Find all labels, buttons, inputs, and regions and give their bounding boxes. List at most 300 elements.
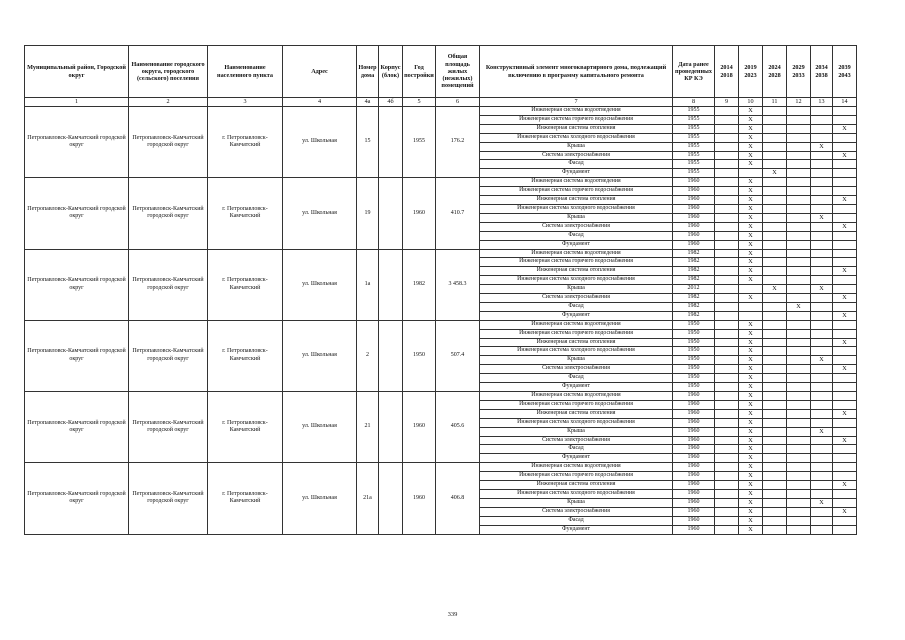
period-empty-cell	[787, 481, 811, 490]
period-empty-cell	[715, 427, 739, 436]
prev-repair-date-cell: 1950	[673, 329, 715, 338]
period-empty-cell	[715, 507, 739, 516]
column-number-row	[25, 98, 857, 107]
period-mark-cell: X	[739, 240, 763, 249]
period-empty-cell	[833, 276, 857, 285]
period-empty-cell	[715, 347, 739, 356]
period-mark-cell: X	[739, 267, 763, 276]
build-year-cell: 1982	[403, 249, 436, 320]
column-number: 3	[208, 98, 283, 107]
column-number: 10	[739, 98, 763, 107]
period-empty-cell	[787, 178, 811, 187]
period-empty-cell	[715, 302, 739, 311]
period-empty-cell	[763, 409, 787, 418]
period-empty-cell	[787, 445, 811, 454]
period-empty-cell	[739, 285, 763, 294]
period-empty-cell	[811, 374, 833, 383]
header-house-number: Номер дома	[357, 46, 379, 98]
period-empty-cell	[833, 489, 857, 498]
prev-repair-date-cell: 1960	[673, 454, 715, 463]
column-number: 5	[403, 98, 436, 107]
period-empty-cell	[833, 320, 857, 329]
period-empty-cell	[787, 285, 811, 294]
settlement-cell: Петропавловск-Камчатский городской округ	[129, 178, 208, 249]
period-empty-cell	[715, 516, 739, 525]
period-empty-cell	[763, 454, 787, 463]
period-empty-cell	[715, 160, 739, 169]
period-empty-cell	[763, 133, 787, 142]
house-number-cell: 21а	[357, 463, 379, 534]
element-name-cell: Система электроснабжения	[480, 436, 673, 445]
period-mark-cell: X	[811, 427, 833, 436]
period-empty-cell	[715, 231, 739, 240]
period-empty-cell	[811, 347, 833, 356]
house-number-cell: 19	[357, 178, 379, 249]
period-mark-cell: X	[739, 365, 763, 374]
column-number: 6	[436, 98, 480, 107]
period-empty-cell	[811, 187, 833, 196]
period-empty-cell	[833, 498, 857, 507]
period-empty-cell	[763, 151, 787, 160]
period-empty-cell	[715, 356, 739, 365]
element-name-cell: Инженерная система водоотведения	[480, 249, 673, 258]
prev-repair-date-cell: 1982	[673, 258, 715, 267]
prev-repair-date-cell: 1982	[673, 276, 715, 285]
element-name-cell: Инженерная система отопления	[480, 338, 673, 347]
period-empty-cell	[811, 196, 833, 205]
block-cell	[379, 178, 403, 249]
period-empty-cell	[763, 178, 787, 187]
period-mark-cell: X	[833, 311, 857, 320]
period-empty-cell	[811, 294, 833, 303]
locality-cell: г. Петропавловск-Камчатский	[208, 107, 283, 178]
period-mark-cell: X	[833, 124, 857, 133]
period-mark-cell: X	[833, 409, 857, 418]
period-empty-cell	[811, 311, 833, 320]
prev-repair-date-cell: 1982	[673, 311, 715, 320]
element-name-cell: Система электроснабжения	[480, 507, 673, 516]
period-empty-cell	[811, 445, 833, 454]
prev-repair-date-cell: 1960	[673, 463, 715, 472]
element-name-cell: Инженерная система водоотведения	[480, 320, 673, 329]
period-empty-cell	[763, 276, 787, 285]
header-block: Корпус (блок)	[379, 46, 403, 98]
prev-repair-date-cell: 1960	[673, 489, 715, 498]
period-empty-cell	[833, 115, 857, 124]
period-empty-cell	[763, 400, 787, 409]
period-empty-cell	[739, 169, 763, 178]
period-empty-cell	[811, 418, 833, 427]
period-mark-cell: X	[739, 329, 763, 338]
period-empty-cell	[811, 365, 833, 374]
locality-cell: г. Петропавловск-Камчатский	[208, 178, 283, 249]
period-mark-cell: X	[739, 133, 763, 142]
period-empty-cell	[811, 525, 833, 534]
element-name-cell: Инженерная система холодного водоснабжения	[480, 204, 673, 213]
period-empty-cell	[787, 276, 811, 285]
element-name-cell: Инженерная система водоотведения	[480, 107, 673, 116]
period-empty-cell	[763, 383, 787, 392]
period-empty-cell	[763, 347, 787, 356]
period-mark-cell: X	[739, 204, 763, 213]
period-empty-cell	[787, 160, 811, 169]
element-name-cell: Инженерная система горячего водоснабжения	[480, 187, 673, 196]
table-row	[25, 178, 857, 187]
prev-repair-date-cell: 1960	[673, 196, 715, 205]
period-empty-cell	[811, 169, 833, 178]
period-empty-cell	[811, 454, 833, 463]
period-empty-cell	[715, 267, 739, 276]
period-mark-cell: X	[811, 285, 833, 294]
period-mark-cell: X	[811, 498, 833, 507]
period-empty-cell	[787, 472, 811, 481]
prev-repair-date-cell: 1960	[673, 222, 715, 231]
period-empty-cell	[833, 258, 857, 267]
element-name-cell: Инженерная система холодного водоснабжения	[480, 276, 673, 285]
prev-repair-date-cell: 1960	[673, 231, 715, 240]
period-empty-cell	[811, 133, 833, 142]
period-empty-cell	[787, 347, 811, 356]
element-name-cell: Инженерная система горячего водоснабжения	[480, 258, 673, 267]
prev-repair-date-cell: 1960	[673, 507, 715, 516]
period-empty-cell	[833, 445, 857, 454]
area-cell: 406.8	[436, 463, 480, 534]
period-empty-cell	[833, 178, 857, 187]
period-mark-cell: X	[811, 356, 833, 365]
house-number-cell: 1а	[357, 249, 379, 320]
period-empty-cell	[763, 187, 787, 196]
element-name-cell: Инженерная система водоотведения	[480, 392, 673, 401]
address-cell: ул. Школьная	[283, 392, 357, 463]
period-empty-cell	[833, 187, 857, 196]
column-number: 9	[715, 98, 739, 107]
build-year-cell: 1960	[403, 392, 436, 463]
period-empty-cell	[715, 124, 739, 133]
period-empty-cell	[787, 115, 811, 124]
header-settlement: Наименование городского округа, городского (сельского) поселения	[129, 46, 208, 98]
period-mark-cell: X	[763, 285, 787, 294]
settlement-cell: Петропавловск-Камчатский городской округ	[129, 320, 208, 391]
prev-repair-date-cell: 1955	[673, 142, 715, 151]
element-name-cell: Фундамент	[480, 383, 673, 392]
block-cell	[379, 320, 403, 391]
locality-cell: г. Петропавловск-Камчатский	[208, 249, 283, 320]
period-empty-cell	[715, 320, 739, 329]
period-mark-cell: X	[739, 231, 763, 240]
period-mark-cell: X	[739, 338, 763, 347]
prev-repair-date-cell: 1960	[673, 516, 715, 525]
period-empty-cell	[715, 383, 739, 392]
period-mark-cell: X	[833, 196, 857, 205]
period-empty-cell	[787, 124, 811, 133]
period-empty-cell	[787, 525, 811, 534]
period-mark-cell: X	[833, 507, 857, 516]
period-empty-cell	[811, 302, 833, 311]
period-mark-cell: X	[739, 472, 763, 481]
period-empty-cell	[763, 258, 787, 267]
period-empty-cell	[715, 400, 739, 409]
period-empty-cell	[763, 240, 787, 249]
build-year-cell: 1955	[403, 107, 436, 178]
settlement-cell: Петропавловск-Камчатский городской округ	[129, 463, 208, 534]
district-cell: Петропавловск-Камчатский городской округ	[25, 178, 129, 249]
page-number: 339	[447, 611, 458, 618]
period-empty-cell	[715, 142, 739, 151]
period-empty-cell	[833, 133, 857, 142]
period-empty-cell	[715, 187, 739, 196]
period-empty-cell	[833, 472, 857, 481]
period-empty-cell	[787, 356, 811, 365]
period-mark-cell: X	[739, 347, 763, 356]
period-empty-cell	[787, 400, 811, 409]
period-empty-cell	[833, 302, 857, 311]
area-cell: 3 458.3	[436, 249, 480, 320]
period-empty-cell	[787, 427, 811, 436]
period-empty-cell	[787, 249, 811, 258]
period-mark-cell: X	[833, 222, 857, 231]
element-name-cell: Фасад	[480, 231, 673, 240]
period-empty-cell	[787, 267, 811, 276]
period-empty-cell	[763, 436, 787, 445]
period-empty-cell	[715, 498, 739, 507]
house-number-cell: 2	[357, 320, 379, 391]
period-mark-cell: X	[739, 507, 763, 516]
period-mark-cell: X	[739, 383, 763, 392]
period-mark-cell: X	[739, 151, 763, 160]
period-empty-cell	[715, 107, 739, 116]
period-empty-cell	[811, 124, 833, 133]
prev-repair-date-cell: 1982	[673, 294, 715, 303]
element-name-cell: Фасад	[480, 160, 673, 169]
area-cell: 405.6	[436, 392, 480, 463]
period-empty-cell	[811, 258, 833, 267]
period-empty-cell	[739, 302, 763, 311]
block-cell	[379, 392, 403, 463]
period-empty-cell	[787, 507, 811, 516]
locality-cell: г. Петропавловск-Камчатский	[208, 392, 283, 463]
period-mark-cell: X	[739, 107, 763, 116]
prev-repair-date-cell: 1950	[673, 356, 715, 365]
period-empty-cell	[787, 463, 811, 472]
period-empty-cell	[787, 222, 811, 231]
prev-repair-date-cell: 1960	[673, 187, 715, 196]
period-mark-cell: X	[833, 151, 857, 160]
element-name-cell: Фундамент	[480, 240, 673, 249]
block-cell	[379, 249, 403, 320]
column-number: 4	[283, 98, 357, 107]
period-empty-cell	[787, 516, 811, 525]
period-empty-cell	[715, 365, 739, 374]
period-empty-cell	[715, 133, 739, 142]
period-empty-cell	[763, 311, 787, 320]
header-period: 2029 2033	[787, 46, 811, 98]
column-number: 1	[25, 98, 129, 107]
period-mark-cell: X	[739, 445, 763, 454]
table-row	[25, 392, 857, 401]
header-period: 2034 2038	[811, 46, 833, 98]
prev-repair-date-cell: 1955	[673, 107, 715, 116]
column-number: 2	[129, 98, 208, 107]
period-mark-cell: X	[739, 142, 763, 151]
element-name-cell: Крыша	[480, 142, 673, 151]
header-locality: Наименование населенного пункта	[208, 46, 283, 98]
block-cell	[379, 463, 403, 534]
period-mark-cell: X	[739, 392, 763, 401]
element-name-cell: Система электроснабжения	[480, 222, 673, 231]
header-period: 2024 2028	[763, 46, 787, 98]
element-name-cell: Инженерная система холодного водоснабжения	[480, 489, 673, 498]
prev-repair-date-cell: 1950	[673, 347, 715, 356]
header-row	[25, 46, 857, 98]
period-empty-cell	[787, 213, 811, 222]
repair-program-table	[24, 45, 857, 535]
period-empty-cell	[833, 383, 857, 392]
period-empty-cell	[833, 160, 857, 169]
period-empty-cell	[833, 463, 857, 472]
period-empty-cell	[811, 489, 833, 498]
element-name-cell: Фасад	[480, 445, 673, 454]
settlement-cell: Петропавловск-Камчатский городской округ	[129, 107, 208, 178]
period-empty-cell	[787, 365, 811, 374]
period-empty-cell	[833, 356, 857, 365]
period-empty-cell	[811, 178, 833, 187]
prev-repair-date-cell: 1950	[673, 374, 715, 383]
prev-repair-date-cell: 1955	[673, 133, 715, 142]
period-mark-cell: X	[833, 365, 857, 374]
period-empty-cell	[715, 178, 739, 187]
period-empty-cell	[787, 320, 811, 329]
period-empty-cell	[833, 169, 857, 178]
period-mark-cell: X	[739, 160, 763, 169]
period-empty-cell	[763, 472, 787, 481]
period-empty-cell	[833, 249, 857, 258]
period-mark-cell: X	[739, 400, 763, 409]
address-cell: ул. Школьная	[283, 178, 357, 249]
block-cell	[379, 107, 403, 178]
element-name-cell: Инженерная система холодного водоснабжения	[480, 347, 673, 356]
prev-repair-date-cell: 1960	[673, 240, 715, 249]
element-name-cell: Инженерная система горячего водоснабжения	[480, 329, 673, 338]
period-empty-cell	[833, 454, 857, 463]
area-cell: 410.7	[436, 178, 480, 249]
period-empty-cell	[811, 204, 833, 213]
period-empty-cell	[715, 115, 739, 124]
period-empty-cell	[763, 445, 787, 454]
period-empty-cell	[763, 365, 787, 374]
period-empty-cell	[811, 249, 833, 258]
period-empty-cell	[833, 374, 857, 383]
period-empty-cell	[715, 169, 739, 178]
table-body	[25, 107, 857, 535]
header-district: Муниципальный район, Городской округ	[25, 46, 129, 98]
table-row	[25, 249, 857, 258]
period-mark-cell: X	[833, 436, 857, 445]
period-mark-cell: X	[739, 276, 763, 285]
period-empty-cell	[763, 222, 787, 231]
element-name-cell: Фундамент	[480, 169, 673, 178]
period-empty-cell	[763, 427, 787, 436]
table-row	[25, 320, 857, 329]
period-empty-cell	[787, 311, 811, 320]
element-name-cell: Инженерная система отопления	[480, 196, 673, 205]
period-mark-cell: X	[739, 187, 763, 196]
period-empty-cell	[763, 507, 787, 516]
period-empty-cell	[763, 418, 787, 427]
element-name-cell: Инженерная система водоотведения	[480, 463, 673, 472]
period-empty-cell	[715, 436, 739, 445]
period-empty-cell	[811, 240, 833, 249]
period-empty-cell	[833, 347, 857, 356]
period-empty-cell	[811, 160, 833, 169]
period-empty-cell	[811, 320, 833, 329]
period-empty-cell	[811, 115, 833, 124]
period-mark-cell: X	[739, 427, 763, 436]
element-name-cell: Крыша	[480, 213, 673, 222]
prev-repair-date-cell: 1960	[673, 525, 715, 534]
prev-repair-date-cell: 1960	[673, 178, 715, 187]
prev-repair-date-cell: 1982	[673, 249, 715, 258]
period-empty-cell	[787, 418, 811, 427]
period-mark-cell: X	[739, 409, 763, 418]
period-empty-cell	[833, 427, 857, 436]
element-name-cell: Инженерная система водоотведения	[480, 178, 673, 187]
prev-repair-date-cell: 1960	[673, 436, 715, 445]
period-empty-cell	[763, 267, 787, 276]
period-empty-cell	[763, 329, 787, 338]
period-empty-cell	[833, 400, 857, 409]
period-mark-cell: X	[739, 436, 763, 445]
period-empty-cell	[811, 463, 833, 472]
period-empty-cell	[833, 231, 857, 240]
element-name-cell: Крыша	[480, 356, 673, 365]
column-number: 12	[787, 98, 811, 107]
period-mark-cell: X	[739, 258, 763, 267]
element-name-cell: Система электроснабжения	[480, 365, 673, 374]
period-empty-cell	[763, 489, 787, 498]
period-empty-cell	[763, 498, 787, 507]
period-empty-cell	[715, 294, 739, 303]
period-empty-cell	[715, 213, 739, 222]
settlement-cell: Петропавловск-Камчатский городской округ	[129, 249, 208, 320]
element-name-cell: Система электроснабжения	[480, 151, 673, 160]
period-empty-cell	[833, 392, 857, 401]
prev-repair-date-cell: 1960	[673, 427, 715, 436]
period-empty-cell	[811, 231, 833, 240]
column-number: 4а	[357, 98, 379, 107]
settlement-cell: Петропавловск-Камчатский городской округ	[129, 392, 208, 463]
prev-repair-date-cell: 1960	[673, 445, 715, 454]
period-empty-cell	[763, 481, 787, 490]
column-number: 11	[763, 98, 787, 107]
period-empty-cell	[811, 151, 833, 160]
period-mark-cell: X	[833, 267, 857, 276]
element-name-cell: Фундамент	[480, 311, 673, 320]
period-empty-cell	[811, 338, 833, 347]
period-mark-cell: X	[763, 169, 787, 178]
column-number: 4б	[379, 98, 403, 107]
build-year-cell: 1960	[403, 178, 436, 249]
period-empty-cell	[811, 409, 833, 418]
period-empty-cell	[787, 489, 811, 498]
build-year-cell: 1950	[403, 320, 436, 391]
period-empty-cell	[763, 249, 787, 258]
prev-repair-date-cell: 1955	[673, 169, 715, 178]
period-empty-cell	[715, 222, 739, 231]
period-empty-cell	[811, 383, 833, 392]
element-name-cell: Крыша	[480, 427, 673, 436]
period-mark-cell: X	[739, 489, 763, 498]
period-mark-cell: X	[739, 454, 763, 463]
